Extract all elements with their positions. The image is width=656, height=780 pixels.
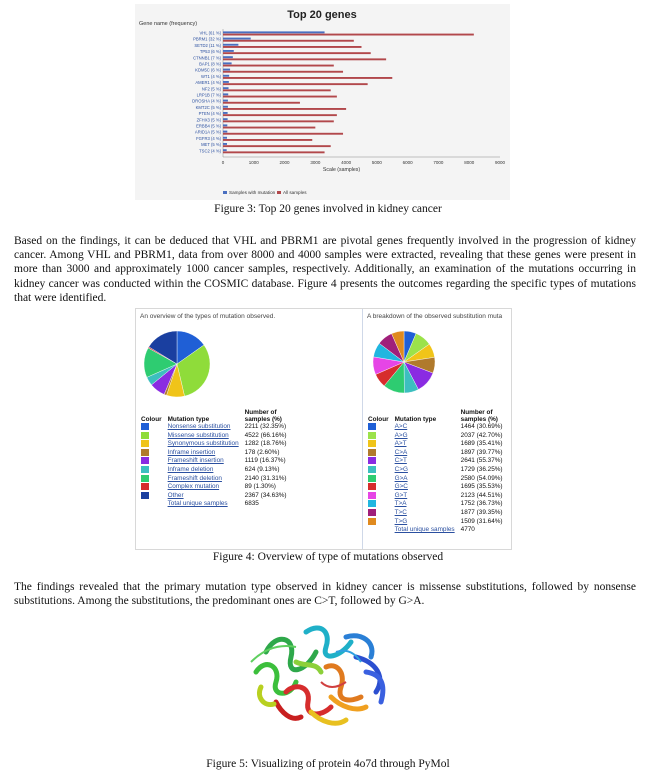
gene-label: MET (5 %) <box>201 142 221 148</box>
x-tick-label: 0 <box>221 160 225 165</box>
figure-4-mutation-overview <box>135 308 512 550</box>
sample-count: 1689 (35.41%) <box>460 440 503 448</box>
col-mutation-type: Mutation type <box>167 416 210 423</box>
colour-swatch <box>368 500 376 507</box>
bar-all-samples <box>223 139 312 141</box>
x-tick-label: 2000 <box>279 160 290 165</box>
bar-samples-with-mutation <box>223 93 228 95</box>
bar-all-samples <box>223 46 362 48</box>
bar-samples-with-mutation <box>223 131 227 133</box>
x-tick-label: 5000 <box>371 160 382 165</box>
bar-all-samples <box>223 65 334 67</box>
colour-cell <box>365 449 392 458</box>
total-unique-samples-link[interactable]: Total unique samples <box>394 526 455 534</box>
substitution-table <box>365 409 508 535</box>
colour-swatch <box>141 492 149 499</box>
sample-count: 1282 (18.76%) <box>244 440 287 448</box>
sample-count: 178 (2.60%) <box>244 448 280 456</box>
bar-all-samples <box>223 58 386 60</box>
sample-count: 624 (9.13%) <box>244 466 280 474</box>
gene-label: LRP1B (7 %) <box>196 92 221 98</box>
bar-samples-with-mutation <box>223 100 228 102</box>
mutation-types-heading: An overview of the types of mutation observed. <box>140 313 276 320</box>
mutation-type-link[interactable]: T>C <box>394 509 407 517</box>
bar-samples-with-mutation <box>223 137 227 139</box>
paragraph-2: The findings revealed that the primary mutation type observed in kidney cancer is missense substitutions, followed by nonsense substitutions. Among the substitutions, the predominant ones are C>T, followed by G>A. <box>14 581 636 608</box>
bar-samples-with-mutation <box>223 75 229 77</box>
colour-cell <box>138 423 165 432</box>
paragraph-1: Based on the findings, it can be deduced that VHL and PBRM1 are pivotal genes frequently involved in the progression of kidney cancer. Among VHL and PBRM1, data from over 8000 and 4000 samples were extracted, revealing that these genes were present in more than 3000 and approximately 1000 cancer samples, respectively. Additionally, an examination of the mutations occurring in kidney cancer was conducted within the COSMIC database. Figure 4 presents the outcomes regarding the specific types of mutations that were identified. <box>14 235 636 304</box>
colour-swatch <box>368 518 376 525</box>
bar-all-samples <box>223 77 392 79</box>
mutation-type-link[interactable]: Frameshift deletion <box>167 474 222 482</box>
sample-count: 1695 (35.53%) <box>460 483 503 491</box>
colour-cell <box>365 440 392 449</box>
sample-count: 1464 (30.69%) <box>460 423 503 431</box>
colour-cell <box>365 466 392 475</box>
colour-swatch <box>368 440 376 447</box>
table-row <box>365 492 508 501</box>
mutation-type-link[interactable]: A>G <box>394 431 408 439</box>
table-row <box>365 432 508 441</box>
gene-label: DROSHA (4 %) <box>192 98 221 104</box>
sample-count: 2140 (31.31%) <box>244 474 287 482</box>
gene-label: PBRM1 (32 %) <box>193 36 221 42</box>
colour-cell <box>365 483 392 492</box>
colour-cell <box>365 457 392 466</box>
table-row <box>365 440 508 449</box>
colour-swatch <box>368 492 376 499</box>
gene-label: AMER1 (4 %) <box>195 80 221 86</box>
colour-swatch <box>368 457 376 464</box>
total-empty-cell <box>138 500 165 508</box>
bar-all-samples <box>223 120 334 122</box>
sample-count: 2211 (32.35%) <box>244 423 287 431</box>
sample-count: 2037 (42.70%) <box>460 431 503 439</box>
figure-3-caption: Figure 3: Top 20 genes involved in kidney cancer <box>214 203 442 215</box>
sample-count: 2123 (44.51%) <box>460 491 503 499</box>
x-tick-label: 9000 <box>494 160 506 165</box>
bar-samples-with-mutation <box>223 106 228 108</box>
sample-count: 1119 (16.37%) <box>244 457 286 465</box>
sample-count: 1897 (39.77%) <box>460 448 503 456</box>
substitution-breakdown-heading: A breakdown of the observed substitution muta <box>367 313 503 320</box>
colour-swatch <box>141 423 149 430</box>
mutation-type-link[interactable]: Inframe insertion <box>167 448 216 456</box>
x-tick-label: 8000 <box>464 160 475 165</box>
colour-swatch <box>141 483 149 490</box>
bar-all-samples <box>223 71 343 73</box>
x-axis-label: Scale (samples) <box>322 167 361 173</box>
total-empty-cell <box>365 526 392 534</box>
mutation-type-link[interactable]: Frameshift insertion <box>167 457 224 465</box>
colour-swatch <box>141 466 149 473</box>
sample-count: 1877 (39.35%) <box>460 509 503 517</box>
table-row <box>138 432 294 441</box>
total-unique-samples-link[interactable]: Total unique samples <box>167 500 228 508</box>
mutation-types-panel <box>136 309 361 549</box>
colour-swatch <box>141 475 149 482</box>
mutation-type-link[interactable]: C>G <box>394 466 408 474</box>
table-row <box>138 449 294 458</box>
table-row <box>365 500 508 509</box>
y-axis-label: Gene name (frequency) <box>139 21 198 27</box>
bar-samples-with-mutation <box>223 87 229 89</box>
table-row <box>138 466 294 475</box>
mutation-type-link[interactable]: C>A <box>394 448 408 456</box>
colour-cell <box>365 492 392 501</box>
colour-cell <box>365 518 392 527</box>
bar-all-samples <box>223 83 368 85</box>
bar-samples-with-mutation <box>223 124 227 126</box>
mutation-types-pie <box>142 329 212 399</box>
mutation-type-link[interactable]: G>C <box>394 483 408 491</box>
table-row <box>138 492 294 501</box>
table-row <box>365 457 508 466</box>
colour-cell <box>138 475 165 484</box>
mutation-type-link[interactable]: Missense substitution <box>167 431 229 439</box>
colour-swatch <box>141 432 149 439</box>
mutation-type-link[interactable]: G>T <box>394 491 408 499</box>
colour-swatch <box>141 449 149 456</box>
gene-label: SETD2 (11 %) <box>194 42 221 48</box>
x-tick-label: 4000 <box>341 160 352 165</box>
table-row <box>365 509 508 518</box>
bar-all-samples <box>223 89 331 91</box>
gene-label: FGFR3 (4 %) <box>196 135 221 141</box>
bar-samples-with-mutation <box>223 38 251 40</box>
bar-all-samples <box>223 96 337 98</box>
bar-all-samples <box>223 114 337 116</box>
total-row <box>365 526 508 534</box>
bar-samples-with-mutation <box>223 149 227 151</box>
colour-swatch <box>368 475 376 482</box>
table-row <box>365 423 508 432</box>
table-row <box>138 475 294 484</box>
colour-cell <box>365 509 392 518</box>
gene-label: VHL (61 %) <box>199 30 221 36</box>
protein-4o7d-pymol-image <box>236 612 401 744</box>
mutation-type-link[interactable]: C>T <box>394 457 407 465</box>
colour-cell <box>138 483 165 492</box>
table-row <box>365 475 508 484</box>
bar-samples-with-mutation <box>223 62 232 64</box>
mutation-type-link[interactable]: T>G <box>394 517 408 525</box>
colour-swatch <box>141 457 149 464</box>
gene-label: TP53 (6 %) <box>199 49 221 55</box>
bar-samples-with-mutation <box>223 69 230 71</box>
substitution-pie <box>371 329 437 395</box>
sample-count: 1752 (36.73%) <box>460 500 503 508</box>
mutation-type-link[interactable]: Other <box>167 491 184 499</box>
gene-label: BAP1 (8 %) <box>199 61 221 67</box>
bar-samples-with-mutation <box>223 50 234 52</box>
gene-label: ERBB4 (5 %) <box>196 123 221 129</box>
col-colour: Colour <box>141 416 162 423</box>
gene-label: CTNNB1 (7 %) <box>193 55 221 61</box>
colour-cell <box>365 423 392 432</box>
sample-count: 1509 (31.64%) <box>460 517 503 525</box>
mutation-types-table <box>138 409 294 509</box>
bar-all-samples <box>223 52 371 54</box>
gene-label: NF2 (5 %) <box>201 86 221 92</box>
bar-samples-with-mutation <box>223 44 238 46</box>
legend-label: All samples <box>283 190 307 195</box>
bar-all-samples <box>223 108 346 110</box>
colour-swatch <box>368 432 376 439</box>
col-number-of-samples: Number of samples (%) <box>244 409 282 423</box>
bar-all-samples <box>223 102 300 104</box>
colour-cell <box>365 475 392 484</box>
top-20-genes-bar-chart <box>135 4 510 200</box>
total-unique-samples-value: 4770 <box>460 526 475 534</box>
colour-swatch <box>141 440 149 447</box>
mutation-type-link[interactable]: Inframe deletion <box>167 466 214 474</box>
bar-samples-with-mutation <box>223 31 325 33</box>
mutation-type-link[interactable]: G>A <box>394 474 408 482</box>
bar-all-samples <box>223 151 325 153</box>
colour-cell <box>138 466 165 475</box>
colour-cell <box>138 432 165 441</box>
bar-samples-with-mutation <box>223 118 228 120</box>
table-row <box>365 483 508 492</box>
gene-label: WT1 (4 %) <box>200 73 221 79</box>
sample-count: 2580 (54.09%) <box>460 474 503 482</box>
bar-all-samples <box>223 133 343 135</box>
gene-label: ARID1A (5 %) <box>194 129 221 135</box>
gene-label: TSC2 (4 %) <box>199 148 221 154</box>
x-tick-label: 6000 <box>402 160 413 165</box>
colour-swatch <box>368 449 376 456</box>
gene-label: KDM5C (6 %) <box>195 67 221 73</box>
legend-swatch <box>277 191 281 194</box>
sample-count: 2641 (55.37%) <box>460 457 503 465</box>
bar-all-samples <box>223 40 354 42</box>
colour-cell <box>138 449 165 458</box>
table-row <box>138 440 294 449</box>
colour-cell <box>365 432 392 441</box>
mutation-type-link[interactable]: Complex mutation <box>167 483 220 491</box>
colour-cell <box>365 500 392 509</box>
legend-swatch <box>223 191 227 194</box>
mutation-type-link[interactable]: Nonsense substitution <box>167 423 231 431</box>
legend-label: Samples with mutation <box>229 190 276 195</box>
table-row <box>365 518 508 527</box>
figure-3-chart <box>135 4 510 200</box>
bar-all-samples <box>223 127 315 129</box>
bar-samples-with-mutation <box>223 56 233 58</box>
x-tick-label: 3000 <box>310 160 321 165</box>
total-unique-samples-value: 6835 <box>244 500 259 508</box>
x-tick-label: 7000 <box>433 160 444 165</box>
table-row <box>138 423 294 432</box>
x-tick-label: 1000 <box>248 160 259 165</box>
colour-cell <box>138 440 165 449</box>
table-row <box>365 466 508 475</box>
gene-label: KMT2C (5 %) <box>195 104 221 110</box>
colour-swatch <box>368 466 376 473</box>
col-mutation-type: Mutation type <box>394 416 437 423</box>
table-row <box>365 449 508 458</box>
sample-count: 4522 (66.16%) <box>244 431 287 439</box>
substitution-breakdown-panel <box>363 309 511 549</box>
bar-samples-with-mutation <box>223 112 228 114</box>
chart-title: Top 20 genes <box>287 9 357 21</box>
colour-swatch <box>368 509 376 516</box>
mutation-type-link[interactable]: T>A <box>394 500 407 508</box>
mutation-type-link[interactable]: A>C <box>394 423 408 431</box>
sample-count: 2367 (34.63%) <box>244 491 287 499</box>
mutation-type-link[interactable]: A>T <box>394 440 407 448</box>
table-row <box>138 457 294 466</box>
mutation-type-link[interactable]: Synonymous substitution <box>167 440 239 448</box>
table-row <box>138 483 294 492</box>
total-row <box>138 500 294 508</box>
sample-count: 1729 (36.25%) <box>460 466 503 474</box>
figure-5-caption: Figure 5: Visualizing of protein 4o7d through PyMol <box>206 758 450 770</box>
bar-samples-with-mutation <box>223 143 227 145</box>
colour-cell <box>138 492 165 501</box>
bar-all-samples <box>223 145 331 147</box>
colour-cell <box>138 457 165 466</box>
sample-count: 89 (1.30%) <box>244 483 276 491</box>
bar-samples-with-mutation <box>223 81 229 83</box>
col-colour: Colour <box>368 416 389 423</box>
gene-label: PTEN (4 %) <box>198 111 221 117</box>
col-number-of-samples: Number of samples (%) <box>460 409 498 423</box>
colour-swatch <box>368 483 376 490</box>
figure-4-caption: Figure 4: Overview of type of mutations observed <box>212 551 444 563</box>
colour-swatch <box>368 423 376 430</box>
bar-all-samples <box>223 34 474 36</box>
gene-label: ZFHX3 (5 %) <box>196 117 221 123</box>
